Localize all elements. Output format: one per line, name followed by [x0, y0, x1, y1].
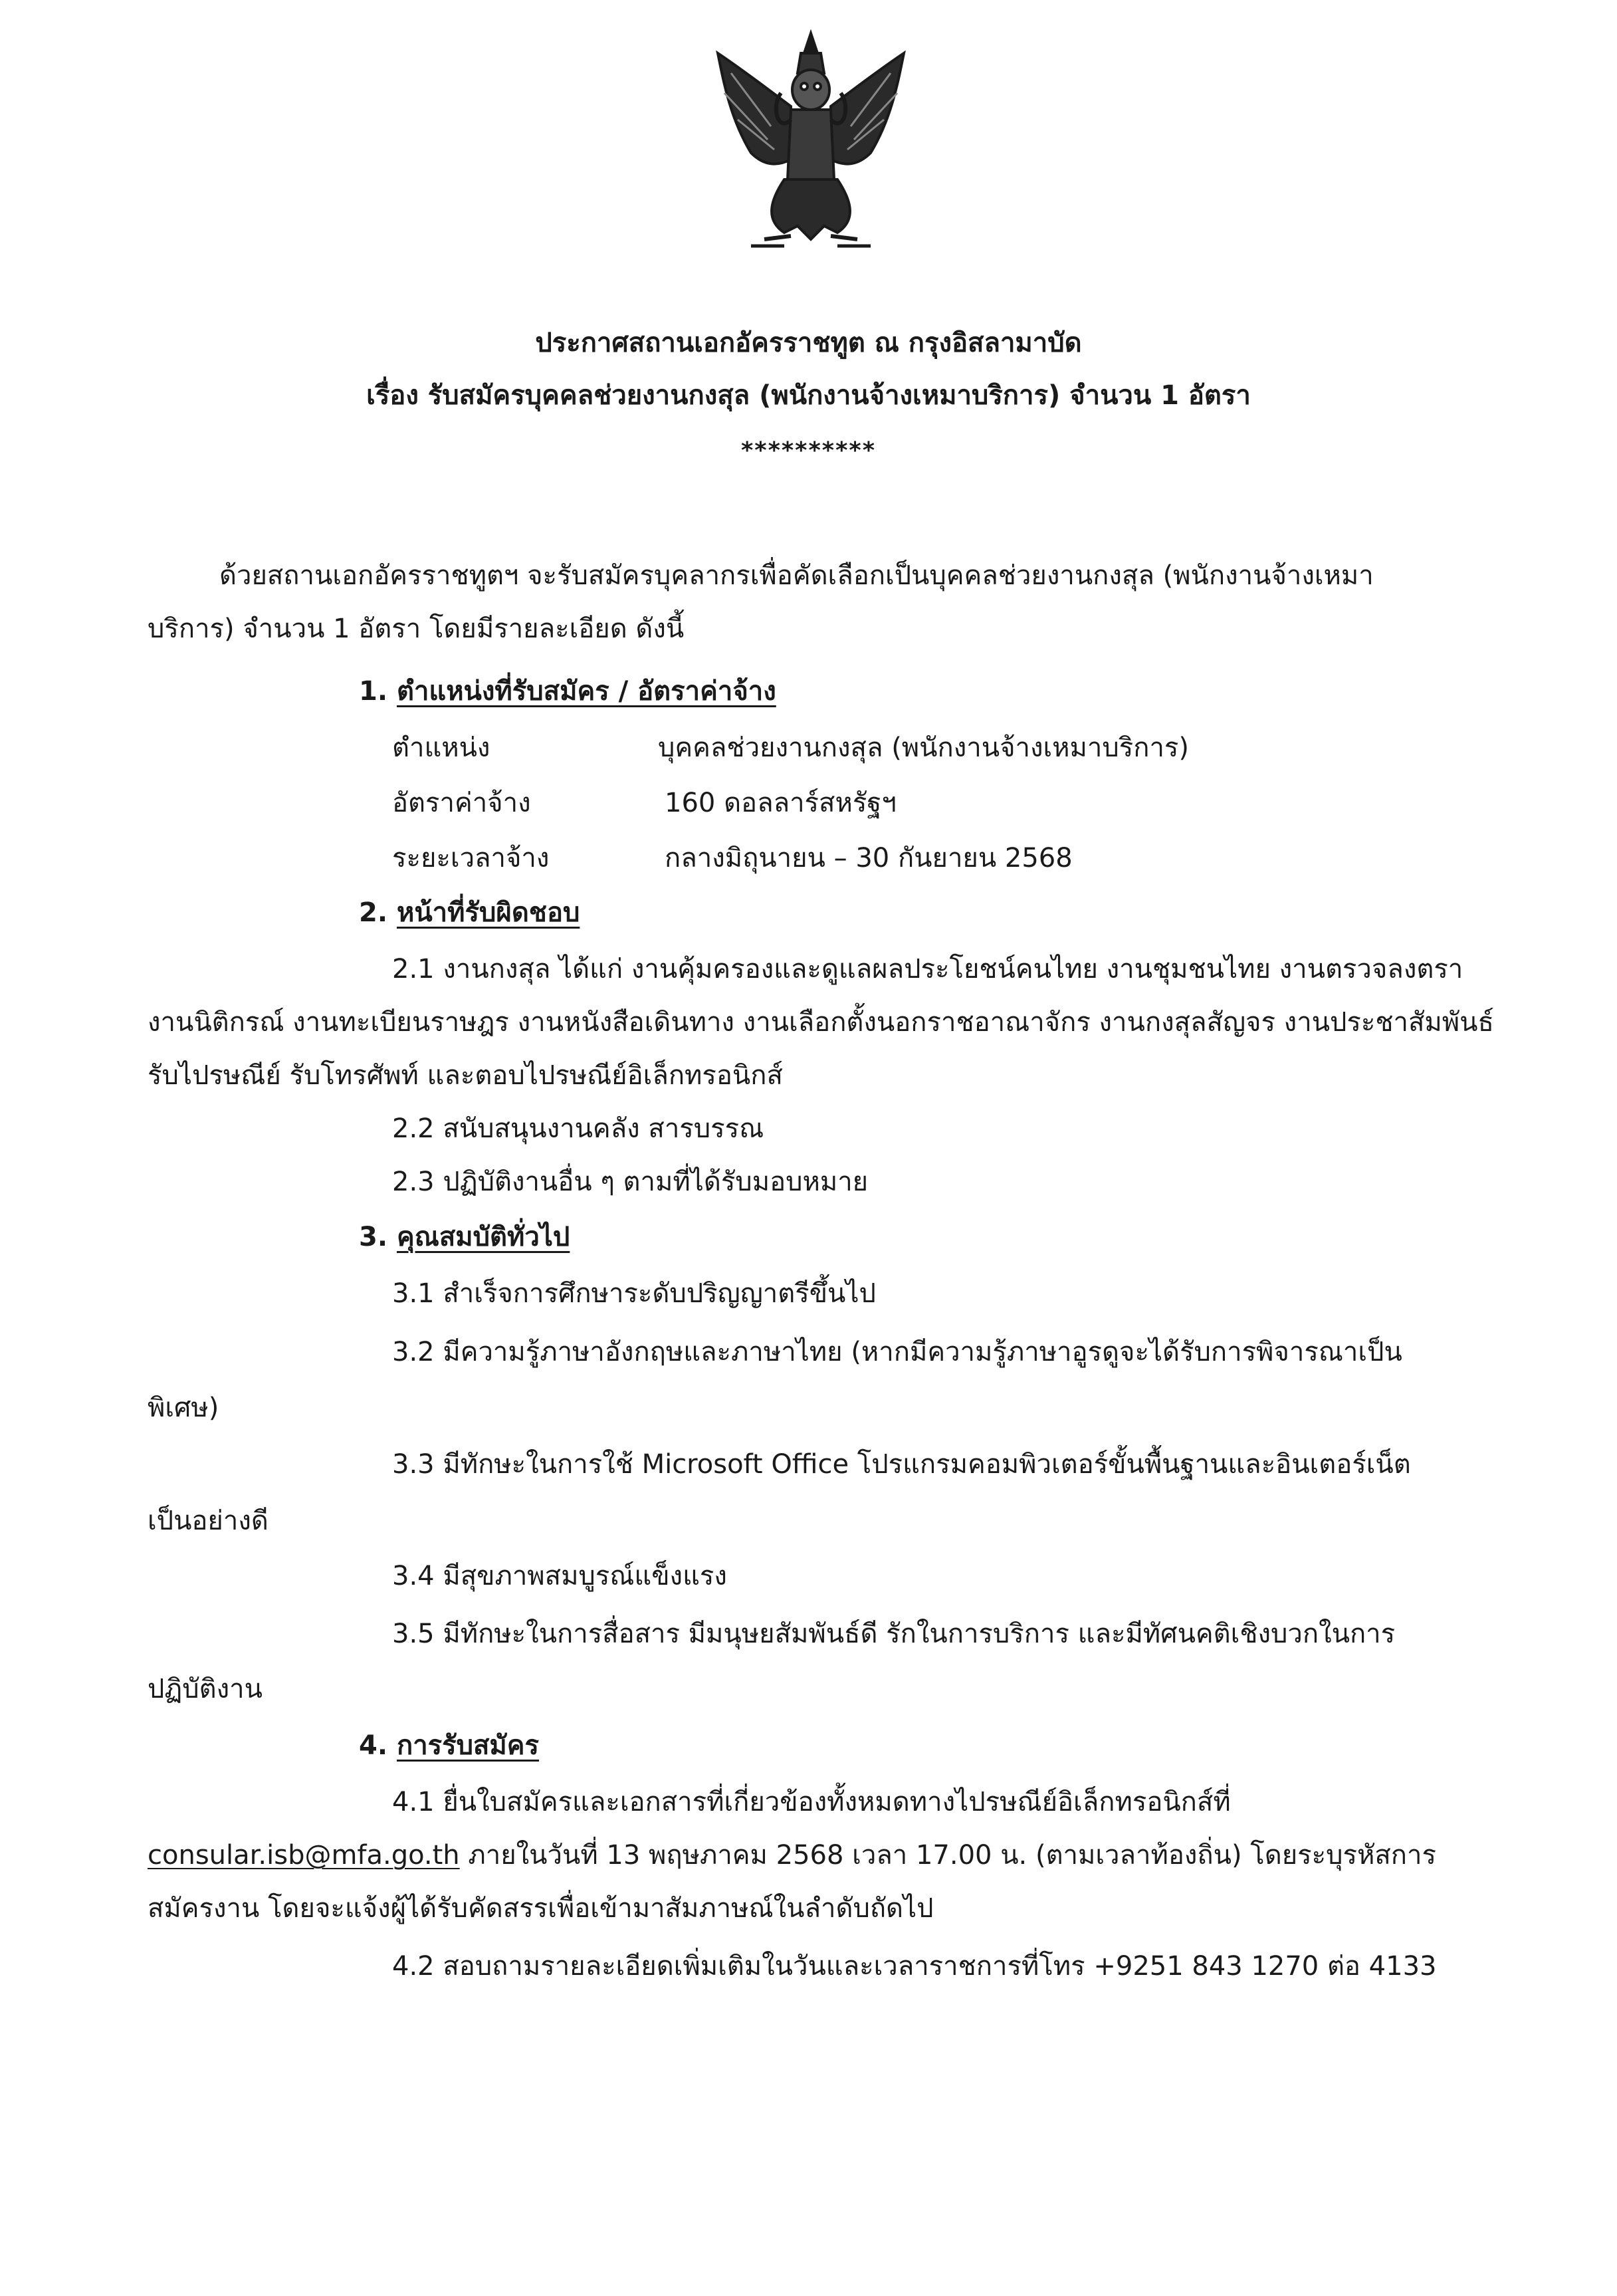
s2-item2: 2.2 สนับสนุนงานคลัง สารบรรณ — [392, 1113, 764, 1144]
s1-value-wage: 160 ดอลลาร์สหรัฐฯ — [665, 788, 897, 818]
section-2-heading — [359, 894, 580, 931]
s1-value-position: บุคคลช่วยงานกงสุล (พนักงานจ้างเหมาบริการ) — [658, 733, 1190, 763]
s3-item3-line1: 3.3 มีทักษะในการใช้ Microsoft Office โปรแกรมคอมพิวเตอร์ขั้นพื้นฐานและอินเตอร์เน็ต — [392, 1449, 1411, 1480]
section-1-title: ตำแหน่งที่รับสมัคร / อัตราค่าจ้าง — [396, 676, 776, 707]
section-2-title: หน้าที่รับผิดชอบ — [396, 897, 580, 928]
section-3-heading — [359, 1218, 570, 1256]
s1-label-period: ระยะเวลาจ้าง — [392, 843, 550, 873]
s2-item3: 2.3 ปฏิบัติงานอื่น ๆ ตามที่ได้รับมอบหมาย — [392, 1167, 869, 1197]
page-title: ประกาศสถานเอกอัครราชทูต ณ กรุงอิสลามาบัด — [535, 328, 1082, 358]
intro-line-1: ด้วยสถานเอกอัครราชทูตฯ จะรับสมัครบุคลากรเพื่อคัดเลือกเป็นบุคคลช่วยงานกงสุล (พนักงานจ้างเหมา — [219, 560, 1374, 591]
s1-value-period: กลางมิถุนายน – 30 กันยายน 2568 — [665, 843, 1073, 873]
s3-item2-line1: 3.2 มีความรู้ภาษาอังกฤษและภาษาไทย (หากมีความรู้ภาษาอูรดูจะได้รับการพิจารณาเป็น — [392, 1337, 1402, 1367]
s1-label-wage: อัตราค่าจ้าง — [392, 788, 531, 818]
separator: ********** — [740, 437, 877, 464]
s4-item2: 4.2 สอบถามรายละเอียดเพิ่มเติมในวันและเวลาราชการที่โทร +9251 843 1270 ต่อ 4133 — [392, 1951, 1437, 1982]
section-4-number: 4. — [359, 1730, 388, 1761]
section-1-heading — [359, 673, 776, 710]
s3-item5-line2: ปฏิบัติงาน — [148, 1674, 263, 1704]
s4-item1-line2-rest: ภายในวันที่ 13 พฤษภาคม 2568 เวลา 17.00 น. (ตามเวลาท้องถิ่น) โดยระบุรหัสการ — [459, 1840, 1436, 1871]
s4-item1-line1: 4.1 ยื่นใบสมัครและเอกสารที่เกี่ยวข้องทั้งหมดทางไปรษณีย์อิเล็กทรอนิกส์ที่ — [392, 1787, 1231, 1817]
section-4-heading — [359, 1727, 539, 1764]
s2-item1-line3: รับไปรษณีย์ รับโทรศัพท์ และตอบไปรษณีย์อิเล็กทรอนิกส์ — [148, 1060, 783, 1091]
section-2-number: 2. — [359, 897, 388, 928]
s4-item1-line2 — [148, 1837, 1436, 1874]
s3-item1: 3.1 สำเร็จการศึกษาระดับปริญญาตรีขึ้นไป — [392, 1278, 876, 1309]
email-link[interactable]: consular.isb@mfa.go.th — [148, 1840, 460, 1871]
intro-line-2: บริการ) จำนวน 1 อัตรา โดยมีรายละเอียด ดังนี้ — [148, 614, 685, 644]
section-3-number: 3. — [359, 1222, 388, 1252]
s1-label-position: ตำแหน่ง — [392, 733, 490, 763]
garuda-emblem-icon — [704, 27, 917, 266]
s4-item1-line3: สมัครงาน โดยจะแจ้งผู้ได้รับคัดสรรเพื่อเข้ามาสัมภาษณ์ในลำดับถัดไป — [148, 1893, 934, 1924]
s3-item2-line2: พิเศษ) — [148, 1393, 219, 1423]
section-4-title: การรับสมัคร — [396, 1730, 540, 1761]
s3-item4: 3.4 มีสุขภาพสมบูรณ์แข็งแรง — [392, 1561, 727, 1591]
s2-item1-line2: งานนิติกรณ์ งานทะเบียนราษฎร งานหนังสือเดินทาง งานเลือกตั้งนอกราชอาณาจักร งานกงสุลสัญจร งานประชาสัมพันธ์ — [148, 1007, 1494, 1038]
s3-item5-line1: 3.5 มีทักษะในการสื่อสาร มีมนุษยสัมพันธ์ดี รักในการบริการ และมีทัศนคติเชิงบวกในการ — [392, 1619, 1396, 1649]
section-3-title: คุณสมบัติทั่วไป — [396, 1222, 570, 1252]
page-subject: เรื่อง รับสมัครบุคคลช่วยงานกงสุล (พนักงานจ้างเหมาบริการ) จำนวน 1 อัตรา — [366, 380, 1251, 411]
s2-item1-line1: 2.1 งานกงสุล ได้แก่ งานคุ้มครองและดูแลผลประโยชน์คนไทย งานชุมชนไทย งานตรวจลงตรา — [392, 954, 1463, 984]
s3-item3-line2: เป็นอย่างดี — [148, 1506, 269, 1536]
section-1-number: 1. — [359, 676, 388, 707]
